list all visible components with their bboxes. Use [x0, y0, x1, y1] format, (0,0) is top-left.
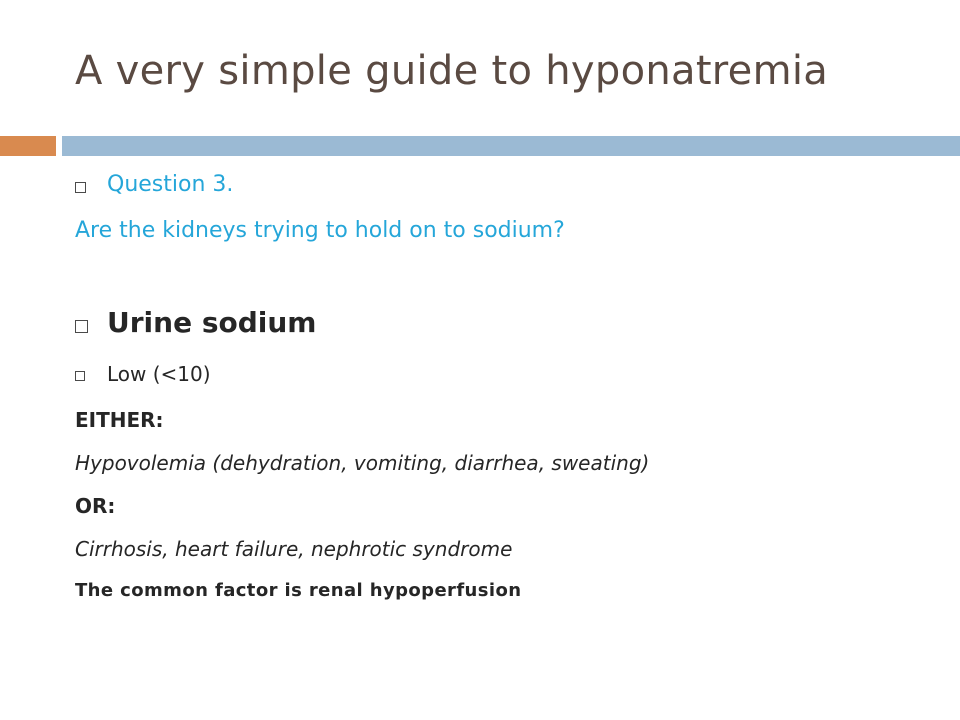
- square-bullet-icon: [75, 182, 86, 193]
- question-bullet: [75, 172, 233, 197]
- slide-title: A very simple guide to hyponatremia: [75, 48, 829, 94]
- question-label: Question 3.: [107, 172, 234, 197]
- title-accent-bar: [0, 136, 56, 156]
- urine-sodium-bullet: [75, 306, 316, 339]
- title-divider-bar: [62, 136, 960, 156]
- or-causes: Cirrhosis, heart failure, nephrotic syndrome: [75, 537, 513, 561]
- urine-sodium-heading: Urine sodium: [107, 306, 317, 339]
- low-bullet: [75, 362, 211, 386]
- or-label: OR:: [75, 494, 116, 518]
- square-bullet-icon: [75, 371, 85, 381]
- either-causes: Hypovolemia (dehydration, vomiting, diarrhea, sweating): [75, 451, 650, 475]
- low-label: Low (<10): [107, 362, 211, 386]
- common-factor-text: The common factor is renal hypoperfusion: [75, 580, 522, 601]
- square-bullet-icon: [75, 320, 88, 333]
- either-label: EITHER:: [75, 408, 164, 432]
- question-text: Are the kidneys trying to hold on to sodium?: [75, 218, 565, 243]
